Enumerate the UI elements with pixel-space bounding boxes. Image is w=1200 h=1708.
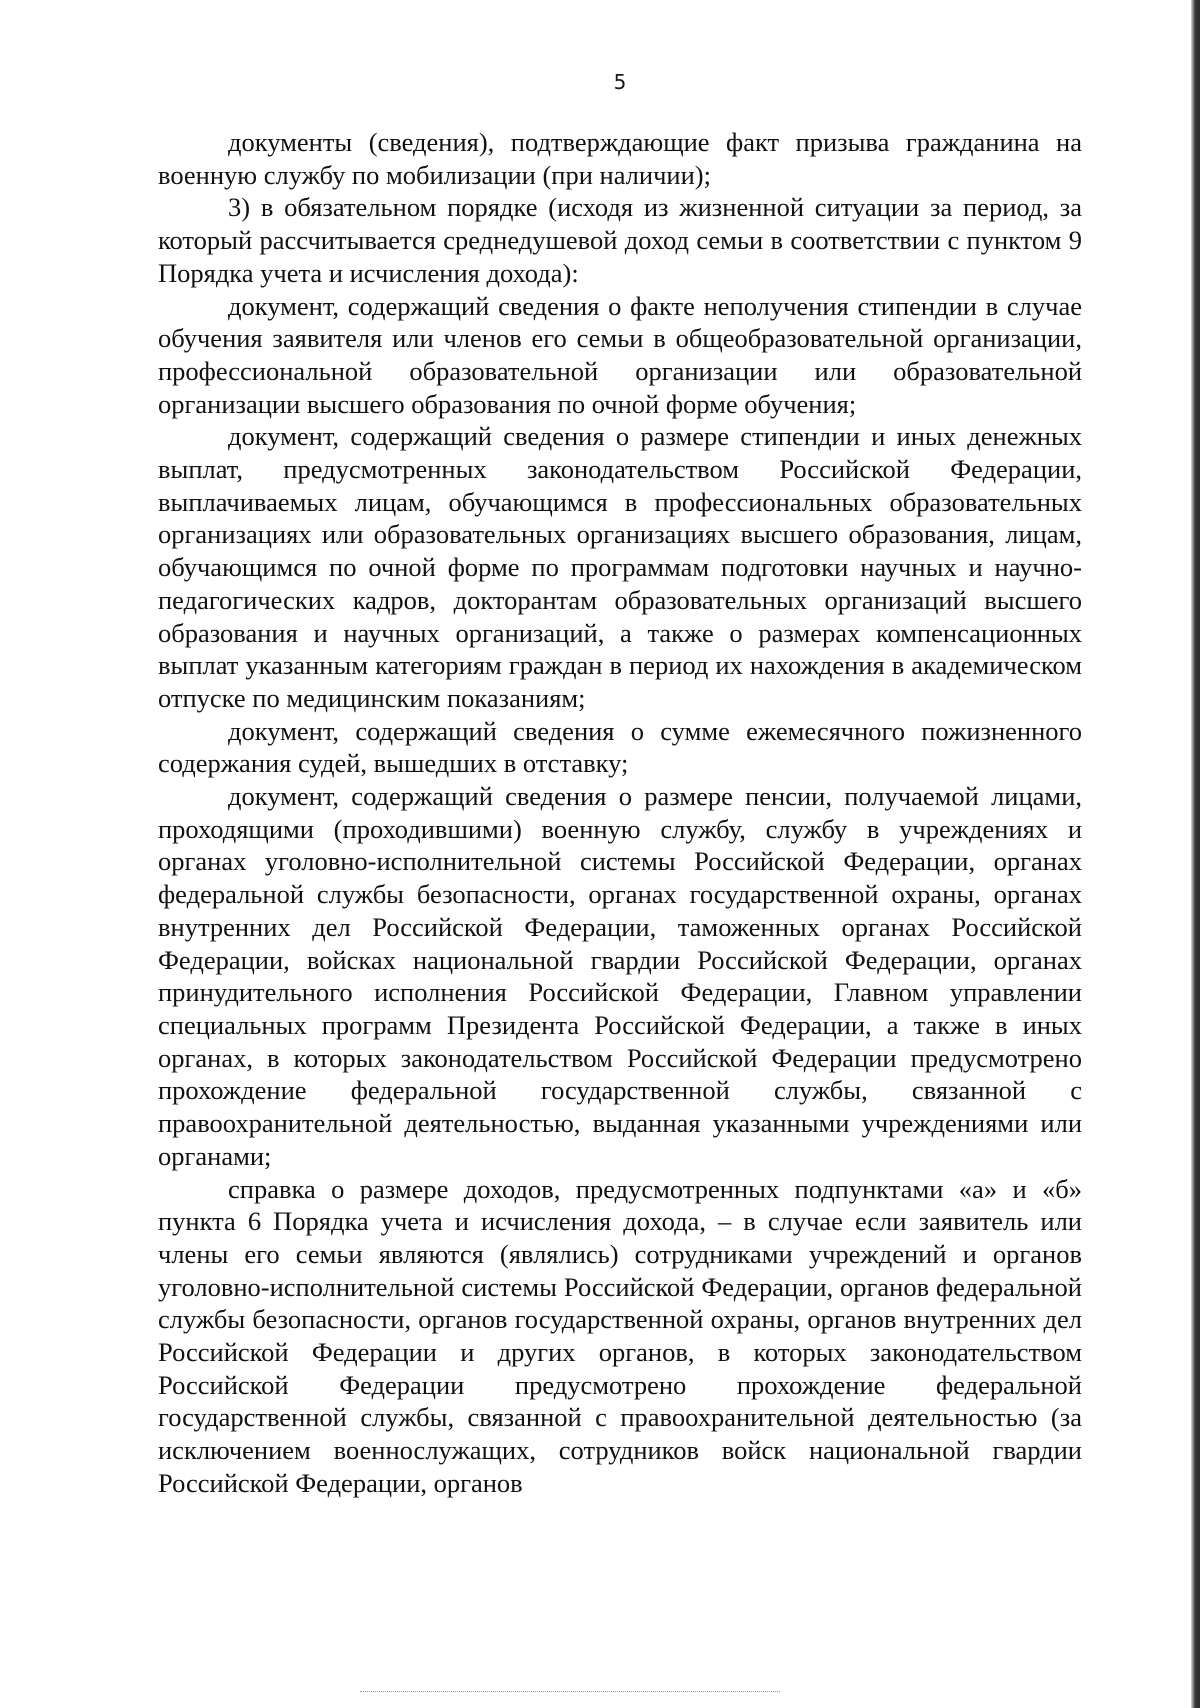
paragraph-income-certificate: справка о размере доходов, предусмотренных подпунктами «а» и «б» пункта 6 Порядка учета и исчисления дохода, – в случае если заявитель или члены его семьи являются (являлись) сотрудниками учреждений и органов уголовно-исполнительной системы Российской Федерации, органов федеральной службы безопасности, органов государственной охраны, органов внутренних дел Российской Федерации и других органов, в которых законодательством Российской Федерации предусмотрено прохождение федеральной государственной службы, связанной с правоохранительной деятельностью (за исключением военнослужащих, сотрудников войск национальной гвардии Российской Федерации, органов [158,1173,1082,1498]
page-number: 5 [613,70,627,94]
paragraph-mobilization-documents: документы (сведения), подтверждающие факт призыва гражданина на военную службу по мобилизации (при наличии); [158,127,1082,190]
paragraph-judges-allowance: документ, содержащий сведения о сумме ежемесячного пожизненного содержания судей, вышедших в отставку; [158,715,1082,779]
scan-edge-shadow [1191,0,1200,1708]
paragraph-scholarship-amount: документ, содержащий сведения о размере стипендии и иных денежных выплат, предусмотренных законодательством Российской Федерации, выплачиваемых лицам, обучающимся в профессиональных образовательных организациях или образовательных организациях высшего образования, лицам, обучающимся по очной форме по программам подготовки научных и научно-педагогических кадров, докторантам образовательных организаций высшего образования и научных организаций, а также о размерах компенсационных выплат указанным категориям граждан в период их нахождения в академическом отпуске по медицинским показаниям; [158,421,1082,713]
paragraph-pension-amount: документ, содержащий сведения о размере пенсии, получаемой лицами, проходящими (проходившими) военную службу, службу в учреждениях и органах уголовно-исполнительной системы Российской Федерации, органах федеральной службы безопасности, органах государственной охраны, органах внутренних дел Российской Федерации, таможенных органах Российской Федерации, войсках национальной гвардии Российской Федерации, органах принудительного исполнения Российской Федерации, Главном управлении специальных программ Президента Российской Федерации, а также в иных органах, в которых законодательством Российской Федерации предусмотрено прохождение федеральной государственной службы, связанной с правоохранительной деятельностью, выданная указанными учреждениями или органами; [158,781,1082,1171]
paragraph-mandatory-order: 3) в обязательном порядке (исходя из жизненной ситуации за период, за который рассчитывается среднедушевой доход семьи в соответствии с пунктом 9 Порядка учета и исчисления дохода): [158,192,1082,288]
scan-artifact-line [360,1691,780,1692]
paragraph-no-scholarship: документ, содержащий сведения о факте неполучения стипендии в случае обучения заявителя или членов его семьи в общеобразовательной организации, профессиональной образовательной организации или образовательной организации высшего образования по очной форме обучения; [158,290,1082,419]
document-body [158,126,1082,1500]
